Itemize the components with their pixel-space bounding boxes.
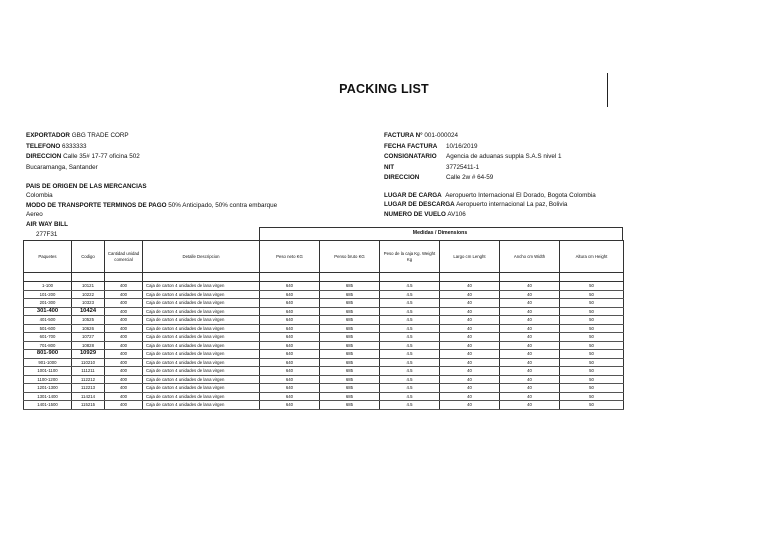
table-row (24, 375, 624, 384)
descarga-value: Aeropuerto internacional La paz, Bolivia (456, 201, 568, 209)
table-cell-desc: Caja de carton 4 unidades de lana virgen (143, 401, 260, 410)
table-cell-largo: 40 (440, 316, 500, 325)
col-header: Peso neto KG (260, 241, 320, 273)
col-header: Paquetes (24, 241, 72, 273)
table-cell-neto: 640 (260, 367, 320, 376)
pais-value: Colombia (26, 192, 53, 200)
table-cell-largo: 40 (440, 341, 500, 350)
table-cell-alto: 50 (560, 290, 624, 299)
table-cell-caja: 4.5 (380, 375, 440, 384)
table-cell-desc: Caja de carton 4 unidades de lana virgen (143, 392, 260, 401)
table-cell-paq: 501-600 (24, 324, 72, 333)
table-cell-desc: Caja de carton 4 unidades de lana virgen (143, 350, 260, 359)
table-cell-ancho: 40 (500, 333, 560, 342)
table-cell-cant: 400 (105, 316, 143, 325)
table-cell-cant: 400 (105, 282, 143, 291)
table-cell-neto: 640 (260, 392, 320, 401)
table-cell-caja: 4.5 (380, 324, 440, 333)
table-cell-ancho: 40 (500, 341, 560, 350)
table-cell-bruto: 685 (320, 299, 380, 308)
col-header: Cantidad unidad comercial (105, 241, 143, 273)
table-cell-largo: 40 (440, 290, 500, 299)
table-row (24, 350, 624, 359)
table-cell-paq: 901-1000 (24, 358, 72, 367)
table-cell-desc: Caja de carton 4 unidades de lana virgen (143, 375, 260, 384)
table-cell-cant: 400 (105, 333, 143, 342)
table-cell-ancho: 40 (500, 307, 560, 316)
fecha-line (384, 142, 562, 153)
table-cell-alto: 50 (560, 350, 624, 359)
table-cell-bruto: 685 (320, 401, 380, 410)
awb-label: AIR WAY BILL (26, 220, 68, 228)
table-spacer-row (24, 273, 624, 282)
table-cell-bruto: 685 (320, 384, 380, 393)
telefono-value: 6333333 (62, 142, 87, 150)
col-header: Altura cm Height (560, 241, 624, 273)
modo-line (26, 201, 277, 210)
table-cell-cod: 10626 (72, 324, 105, 333)
table-cell-largo: 40 (440, 333, 500, 342)
vuelo-value: AV106 (447, 210, 466, 218)
modo-value: 50% Anticipado, 50% contra embarque (168, 201, 278, 209)
city-line: Bucaramanga, Santander (26, 163, 98, 171)
vuelo-line (384, 210, 596, 219)
table-cell-alto: 50 (560, 282, 624, 291)
table-cell-largo: 40 (440, 307, 500, 316)
carga-label: LUGAR DE CARGA (384, 192, 442, 199)
descarga-label: LUGAR DE DESCARGA (384, 201, 455, 209)
table-row (24, 324, 624, 333)
table-cell-neto: 640 (260, 384, 320, 393)
table-cell-cod: 10424 (72, 307, 105, 316)
table-cell-cant: 400 (105, 299, 143, 308)
consignatario-value: Agencia de aduanas suppla S.A.S nivel 1 (446, 153, 562, 161)
table-cell-neto: 640 (260, 333, 320, 342)
table-cell-neto: 640 (260, 401, 320, 410)
table-cell-paq: 1100-1200 (24, 375, 72, 384)
exporter-block (26, 131, 140, 173)
table-cell-desc: Caja de carton 4 unidades de lana virgen (143, 324, 260, 333)
table-cell-neto: 640 (260, 358, 320, 367)
carga-line (384, 191, 596, 200)
table-cell-cod: 111211 (72, 367, 105, 376)
table-cell-bruto: 685 (320, 333, 380, 342)
table-cell-bruto: 685 (320, 290, 380, 299)
table-cell-cod: 10222 (72, 290, 105, 299)
table-cell-paq: 101-200 (24, 290, 72, 299)
table-cell-cant: 400 (105, 341, 143, 350)
table-cell-caja: 4.5 (380, 290, 440, 299)
table-cell-largo: 40 (440, 299, 500, 308)
table-cell-bruto: 685 (320, 375, 380, 384)
table-row (24, 290, 624, 299)
nit-label: NIT (384, 163, 395, 171)
table-row (24, 299, 624, 308)
table-cell-cod: 10929 (72, 350, 105, 359)
table-cell-cod: 10828 (72, 341, 105, 350)
table-cell-bruto: 685 (320, 367, 380, 376)
table-cell-ancho: 40 (500, 384, 560, 393)
vuelo-label: NUMERO DE VUELO (384, 210, 446, 218)
table-cell-paq: 1201-1300 (24, 384, 72, 393)
transporte-value: Aereo (26, 211, 43, 219)
table-cell-caja: 4.5 (380, 282, 440, 291)
table-cell-neto: 640 (260, 282, 320, 291)
table-cell-alto: 50 (560, 299, 624, 308)
table-cell-paq: 201-300 (24, 299, 72, 308)
medidas-label: Medidas / Dimensions (412, 230, 468, 236)
table-cell-cant: 400 (105, 367, 143, 376)
table-cell-desc: Caja de carton 4 unidades de lana virgen (143, 341, 260, 350)
table-cell-cod: 112212 (72, 375, 105, 384)
awb-value: 277F31 (36, 231, 58, 238)
table-cell-bruto: 685 (320, 350, 380, 359)
table-cell-bruto: 685 (320, 392, 380, 401)
table-cell-bruto: 685 (320, 341, 380, 350)
fecha-label: FECHA FACTURA (384, 142, 438, 150)
table-cell-largo: 40 (440, 282, 500, 291)
consignatario-label: CONSIGNATARIO (384, 153, 437, 161)
table-header-row (24, 241, 624, 273)
table-cell-alto: 50 (560, 333, 624, 342)
table-cell-neto: 640 (260, 307, 320, 316)
table-cell-paq: 1301-1400 (24, 392, 72, 401)
table-cell-paq: 701-800 (24, 341, 72, 350)
table-body (24, 273, 624, 410)
table-cell-ancho: 40 (500, 282, 560, 291)
table-cell-caja: 4.5 (380, 341, 440, 350)
table-cell-neto: 640 (260, 350, 320, 359)
table-cell-cant: 400 (105, 324, 143, 333)
table-cell-desc: Caja de carton 4 unidades de lana virgen (143, 367, 260, 376)
telefono-label: TELEFONO (26, 142, 61, 150)
table-cell-largo: 40 (440, 375, 500, 384)
table-row (24, 401, 624, 410)
table-cell-cod: 110210 (72, 358, 105, 367)
table-cell-cod: 10727 (72, 333, 105, 342)
table-cell-cant: 400 (105, 350, 143, 359)
table-cell-alto: 50 (560, 401, 624, 410)
exportador-label: EXPORTADOR (26, 132, 70, 139)
packing-table (23, 240, 624, 410)
table-row (24, 307, 624, 316)
direccion-line (26, 152, 140, 163)
table-cell-ancho: 40 (500, 392, 560, 401)
table-cell-bruto: 685 (320, 307, 380, 316)
table-cell-cant: 400 (105, 375, 143, 384)
table-cell-neto: 640 (260, 375, 320, 384)
table-row (24, 316, 624, 325)
exportador-line (26, 131, 140, 142)
table-cell-desc: Caja de carton 4 unidades de lana virgen (143, 316, 260, 325)
table-cell-ancho: 40 (500, 401, 560, 410)
exportador-value: GBG TRADE CORP (71, 132, 129, 139)
table-cell-bruto: 685 (320, 316, 380, 325)
table-cell-largo: 40 (440, 324, 500, 333)
table-cell-desc: Caja de carton 4 unidades de lana virgen (143, 290, 260, 299)
table-cell-ancho: 40 (500, 316, 560, 325)
page-title: PACKING LIST (339, 82, 429, 96)
table-cell-caja: 4.5 (380, 392, 440, 401)
factura-label: FACTURA N° (384, 132, 423, 139)
table-cell-cant: 400 (105, 392, 143, 401)
col-header: Peso de la caja Kg. Weight Kg (380, 241, 440, 273)
table-cell-alto: 50 (560, 316, 624, 325)
direccion-consig-line (384, 173, 562, 184)
table-cell-largo: 40 (440, 358, 500, 367)
consignatario-line (384, 152, 562, 163)
pais-label: PAIS DE ORIGEN DE LAS MERCANCIAS (26, 183, 147, 190)
table-cell-alto: 50 (560, 392, 624, 401)
table-cell-alto: 50 (560, 324, 624, 333)
direccion-label: DIRECCION (26, 153, 62, 161)
table-cell-paq: 601-700 (24, 333, 72, 342)
table-cell-desc: Caja de carton 4 unidades de lana virgen (143, 282, 260, 291)
table-cell-alto: 50 (560, 384, 624, 393)
table-cell-desc: Caja de carton 4 unidades de lana virgen (143, 358, 260, 367)
table-cell-caja: 4.5 (380, 350, 440, 359)
table-row (24, 341, 624, 350)
telefono-line (26, 142, 140, 153)
vertical-divider (607, 73, 608, 107)
table-cell-ancho: 40 (500, 350, 560, 359)
cargo-block (384, 191, 596, 219)
table-cell-bruto: 685 (320, 324, 380, 333)
table-cell-ancho: 40 (500, 290, 560, 299)
table-cell-alto: 50 (560, 367, 624, 376)
table-cell-paq: 1401-1500 (24, 401, 72, 410)
table-row (24, 333, 624, 342)
table-cell-desc: Caja de carton 4 unidades de lana virgen (143, 333, 260, 342)
table-cell-caja: 4.5 (380, 384, 440, 393)
table-cell-cod: 10525 (72, 316, 105, 325)
table-cell-cod: 10121 (72, 282, 105, 291)
col-header: Penso bruto KG (320, 241, 380, 273)
table-cell-largo: 40 (440, 350, 500, 359)
table-cell-alto: 50 (560, 341, 624, 350)
table-cell-paq: 301-400 (24, 307, 72, 316)
table-cell-caja: 4.5 (380, 299, 440, 308)
descarga-line (384, 200, 596, 209)
table-cell-caja: 4.5 (380, 358, 440, 367)
factura-line (384, 131, 562, 142)
table-cell-alto: 50 (560, 307, 624, 316)
table-cell-cant: 400 (105, 401, 143, 410)
table-cell-caja: 4.5 (380, 316, 440, 325)
table-row (24, 358, 624, 367)
fecha-value: 10/16/2019 (446, 142, 478, 150)
table-cell-largo: 40 (440, 384, 500, 393)
table-cell-desc: Caja de carton 4 unidades de lana virgen (143, 307, 260, 316)
table-cell-ancho: 40 (500, 299, 560, 308)
table-cell-neto: 640 (260, 316, 320, 325)
table-cell-paq: 1001-1100 (24, 367, 72, 376)
table-cell-paq: 401-500 (24, 316, 72, 325)
table-cell-cod: 115215 (72, 401, 105, 410)
nit-line (384, 163, 562, 174)
table-cell-caja: 4.5 (380, 307, 440, 316)
table-cell-cant: 400 (105, 290, 143, 299)
invoice-block (384, 131, 562, 184)
table-cell-caja: 4.5 (380, 367, 440, 376)
col-header: Codigo (72, 241, 105, 273)
carga-value: Aeropuerto Internacional El Dorado, Bogota Colombia (445, 192, 596, 199)
table-cell-desc: Caja de carton 4 unidades de lana virgen (143, 384, 260, 393)
table-cell-cod: 112213 (72, 384, 105, 393)
table-row (24, 367, 624, 376)
table-cell-paq: 801-900 (24, 350, 72, 359)
table-cell-neto: 640 (260, 290, 320, 299)
table-cell-neto: 640 (260, 324, 320, 333)
origin-block (26, 182, 277, 229)
table-cell-caja: 4.5 (380, 401, 440, 410)
table-cell-caja: 4.5 (380, 333, 440, 342)
direccion-consig-label: DIRECCION (384, 174, 420, 182)
nit-value: 37725411-1 (446, 163, 480, 171)
table-cell-ancho: 40 (500, 375, 560, 384)
table-cell-neto: 640 (260, 341, 320, 350)
col-header: Detalle Descripcion (143, 241, 260, 273)
table-row (24, 392, 624, 401)
table-cell-ancho: 40 (500, 358, 560, 367)
table-cell-cod: 114214 (72, 392, 105, 401)
factura-value: 001-000024 (424, 132, 459, 139)
table-cell-alto: 50 (560, 375, 624, 384)
table-cell-largo: 40 (440, 401, 500, 410)
table-cell-cant: 400 (105, 358, 143, 367)
table-cell-desc: Caja de carton 4 unidades de lana virgen (143, 299, 260, 308)
table-cell-paq: 1-100 (24, 282, 72, 291)
table-cell-bruto: 685 (320, 358, 380, 367)
modo-label: MODO DE TRANSPORTE TERMINOS DE PAGO (26, 201, 167, 209)
table-cell-cod: 10323 (72, 299, 105, 308)
table-cell-alto: 50 (560, 358, 624, 367)
table-cell-bruto: 685 (320, 282, 380, 291)
col-header: Ancho cm Width (500, 241, 560, 273)
table-cell-neto: 640 (260, 299, 320, 308)
direccion-consig-value: Calle 2w # 64-59 (446, 174, 494, 182)
table-cell-largo: 40 (440, 367, 500, 376)
col-header: Largo cm Lenght (440, 241, 500, 273)
table-cell-ancho: 40 (500, 367, 560, 376)
table-cell-cant: 400 (105, 384, 143, 393)
table-cell-ancho: 40 (500, 324, 560, 333)
direccion-value: Calle 35# 17-77 oficina 502 (63, 153, 140, 161)
table-row (24, 282, 624, 291)
table-row (24, 384, 624, 393)
table-cell-cant: 400 (105, 307, 143, 316)
table-cell-largo: 40 (440, 392, 500, 401)
